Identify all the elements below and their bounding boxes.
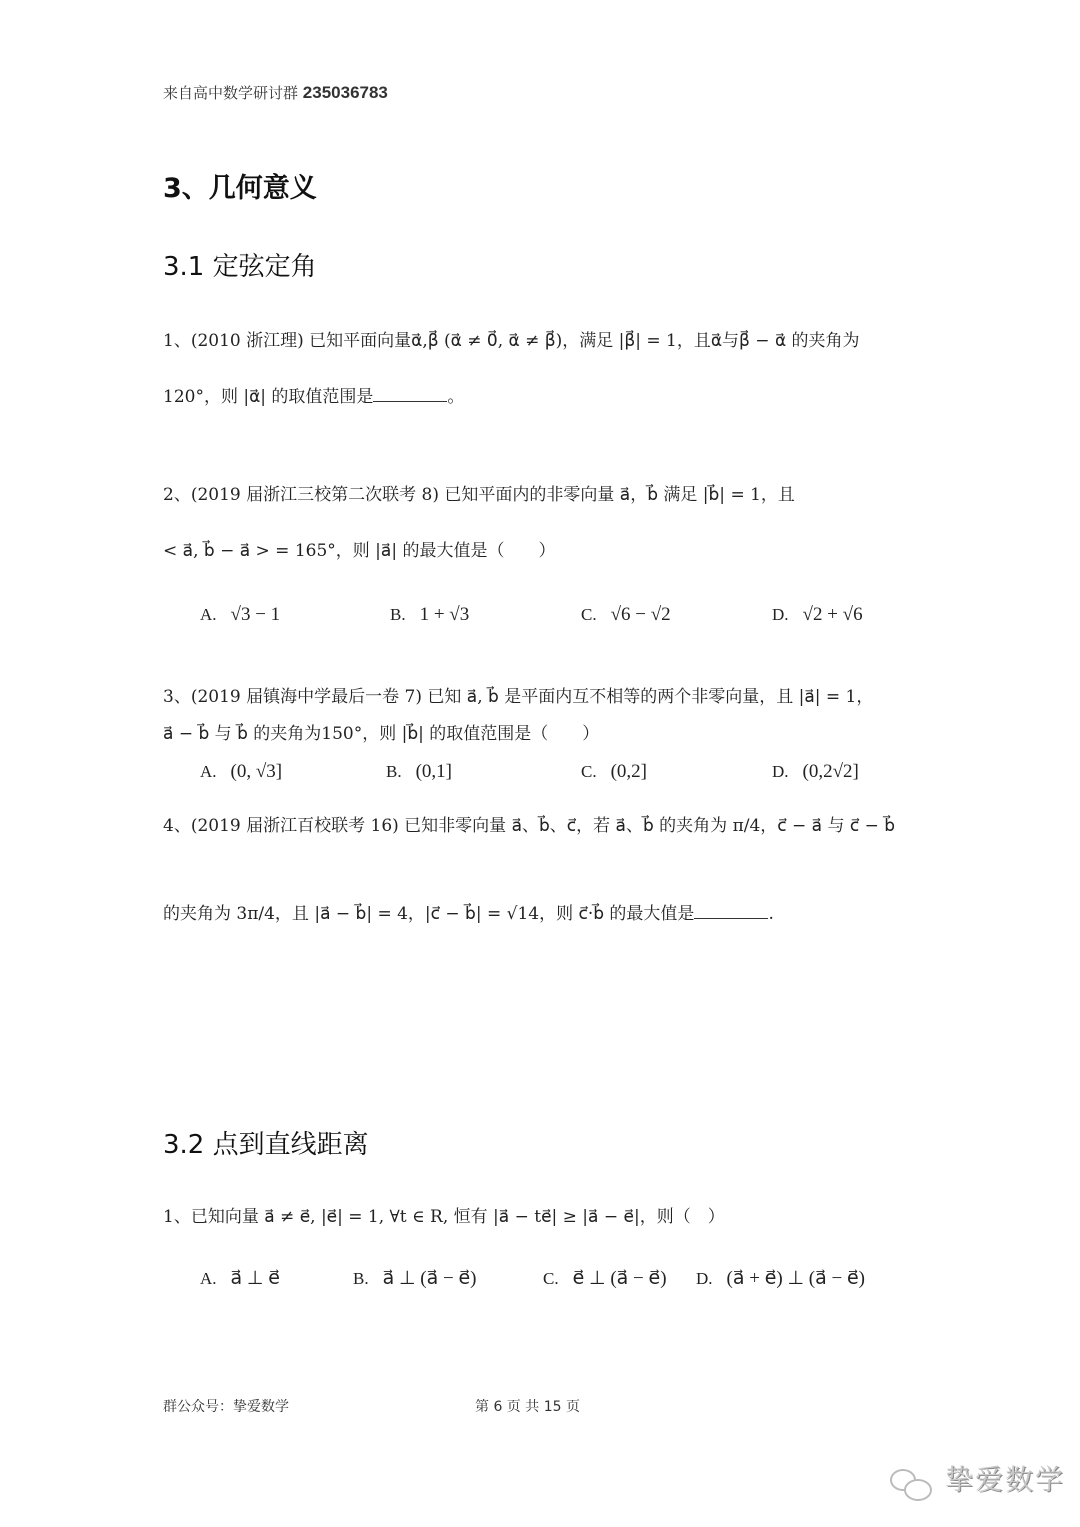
watermark-text: 挚爱数学: [945, 1463, 1066, 1496]
option-value: √3 − 1: [230, 604, 281, 625]
watermark: [888, 1458, 1065, 1503]
question-2-option-b: [390, 604, 469, 626]
group-number: 235036783: [302, 83, 388, 102]
option-label: C.: [543, 1269, 559, 1288]
option-label: D.: [772, 762, 789, 781]
option-value: (a⃗ + e⃗) ⊥ (a⃗ − e⃗): [726, 1268, 865, 1289]
option-value: a⃗ ⊥ (a⃗ − e⃗): [382, 1268, 477, 1289]
question-3-option-a: [200, 761, 282, 783]
answer-blank: [373, 388, 447, 402]
question-3-option-b: [386, 761, 452, 783]
option-value: (0,1]: [415, 761, 452, 782]
option-value: (0,2]: [610, 761, 647, 782]
option-label: D.: [696, 1269, 713, 1288]
question-1-end: 。: [447, 387, 465, 407]
option-label: C.: [581, 605, 597, 624]
option-value: 1 + √3: [419, 604, 470, 625]
question-2-option-d: [772, 604, 863, 626]
question-2-option-a: [200, 604, 280, 626]
option-label: D.: [772, 605, 789, 624]
question-3-line-1: 3、(2019 届镇海中学最后一卷 7) 已知 a⃗, b⃗ 是平面内互不相等的两个非零向量，且 |a⃗| = 1，: [163, 687, 874, 707]
question-4-line-1: 4、(2019 届浙江百校联考 16) 已知非零向量 a⃗、b⃗、c⃗，若 a⃗、b⃗ 的夹角为 π/4，c⃗ − a⃗ 与 c⃗ − b⃗: [163, 816, 896, 836]
option-label: B.: [390, 605, 406, 624]
option-label: A.: [200, 762, 217, 781]
question-1-line-1: 1、(2010 浙江理) 已知平面向量α⃗,β⃗ (α⃗ ≠ 0⃗, α⃗ ≠ β⃗)，满足 |β⃗| = 1，且α⃗与β⃗ − α⃗ 的夹角为: [163, 331, 860, 351]
answer-blank: [694, 905, 768, 919]
option-label: C.: [581, 762, 597, 781]
question-2-line-1: 2、(2019 届浙江三校第二次联考 8) 已知平面内的非零向量 a⃗，b⃗ 满足 |b⃗| = 1，且: [163, 485, 795, 505]
question-1-line-2: [163, 388, 464, 406]
question-2-line-2: < a⃗, b⃗ − a⃗ > = 165°，则 |a⃗| 的最大值是（ ）: [163, 541, 556, 561]
option-label: A.: [200, 605, 217, 624]
question-3-option-d: [772, 761, 859, 783]
option-label: B.: [386, 762, 402, 781]
question-4-text: 的夹角为 3π/4，且 |a⃗ − b⃗| = 4，|c⃗ − b⃗| = √14，则 c⃗·b⃗ 的最大值是: [163, 904, 695, 924]
question-3-2-1-line-1: 1、已知向量 a⃗ ≠ e⃗, |e⃗| = 1, ∀t ∈ R, 恒有 |a⃗ − te⃗| ≥ |a⃗ − e⃗|，则（ ）: [163, 1207, 725, 1227]
option-value: e⃗ ⊥ (a⃗ − e⃗): [572, 1268, 667, 1289]
footer-page-info: 第 6 页 共 15 页: [475, 1399, 580, 1415]
option-label: B.: [353, 1269, 369, 1288]
question-4-end: .: [768, 904, 774, 924]
option-value: √6 − √2: [610, 604, 671, 625]
section-title: 3、几何意义: [163, 173, 317, 204]
question-1-text: 120°，则 |α⃗| 的取值范围是: [163, 387, 374, 407]
option-value: √2 + √6: [802, 604, 863, 625]
subsection-title-3-2: 3.2 点到直线距离: [163, 1130, 369, 1160]
option-value: (0, √3]: [230, 761, 283, 782]
page-header: [163, 82, 388, 103]
question-3-option-c: [581, 761, 647, 783]
option-value: (0,2√2]: [802, 761, 859, 782]
question-3-line-2: a⃗ − b⃗ 与 b⃗ 的夹角为150°，则 |b⃗| 的取值范围是（ ）: [163, 724, 600, 744]
option-value: a⃗ ⊥ e⃗: [230, 1268, 280, 1289]
wechat-icon: [888, 1467, 934, 1503]
question-3-2-1-option-a: [200, 1267, 280, 1290]
question-3-2-1-option-d: [696, 1267, 865, 1290]
question-4-line-2: [163, 905, 774, 923]
question-2-option-c: [581, 604, 671, 626]
question-3-2-1-option-b: [353, 1267, 477, 1290]
subsection-title-3-1: 3.1 定弦定角: [163, 252, 317, 282]
question-3-2-1-option-c: [543, 1267, 667, 1290]
footer-account: 群公众号：挚爱数学: [163, 1399, 289, 1415]
option-label: A.: [200, 1269, 217, 1288]
source-prefix: 来自高中数学研讨群: [163, 84, 299, 102]
